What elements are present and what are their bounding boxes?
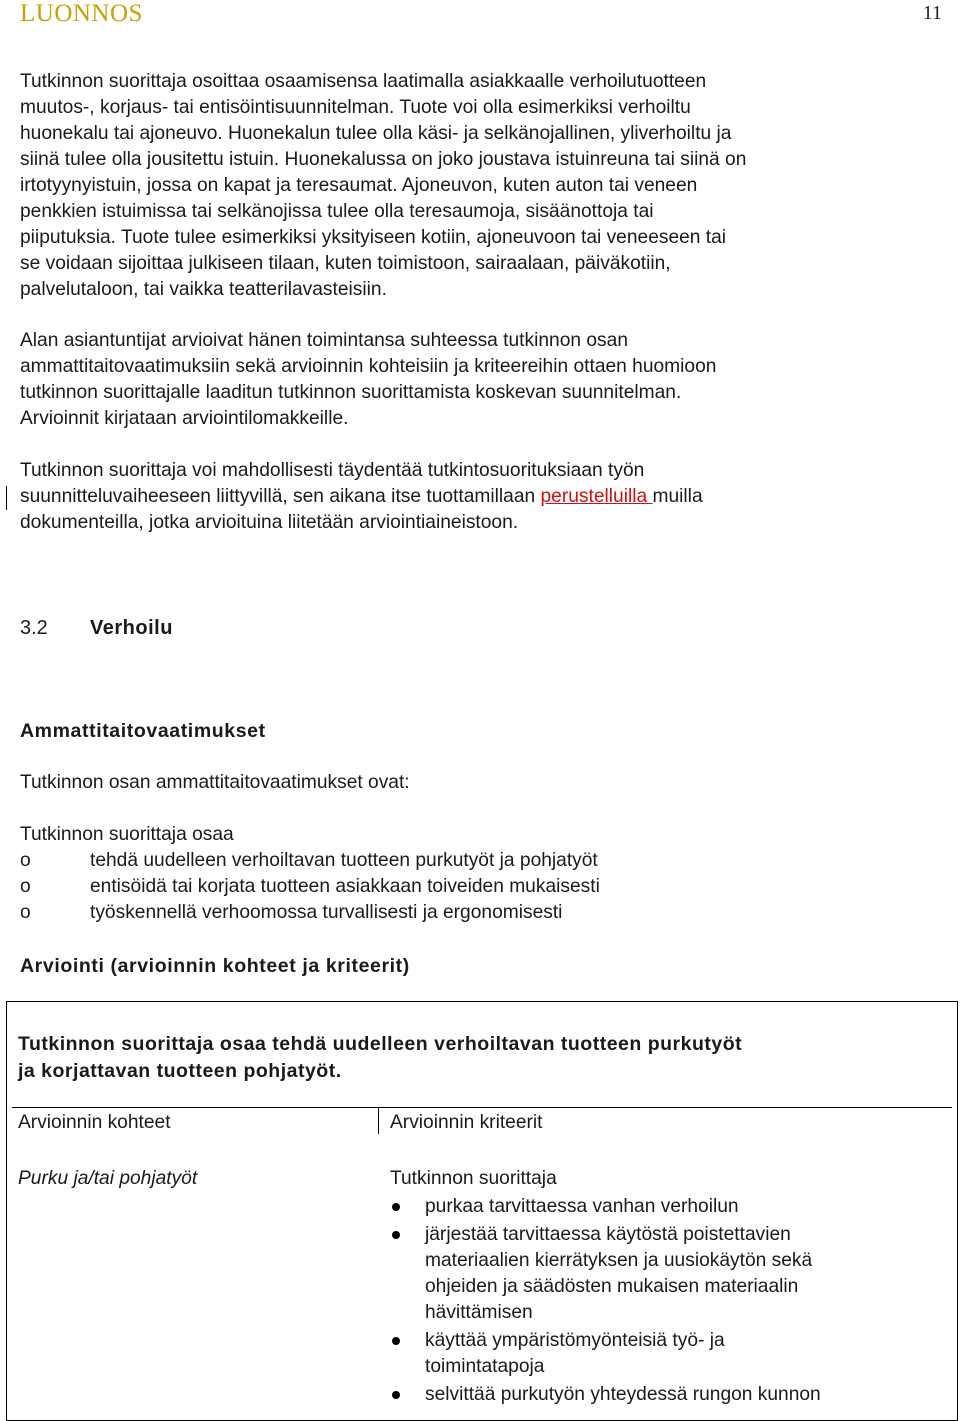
- bullet-icon: [392, 1337, 400, 1345]
- text-line: huonekalu tai ajoneuvo. Huonekalun tulee olla käsi- ja selkänojallinen, yliverhoiltu ja: [20, 123, 732, 144]
- list-item: [20, 848, 600, 874]
- section-title: Verhoilu: [90, 617, 173, 639]
- requirements-can-do: Tutkinnon suorittaja osaa: [20, 824, 234, 845]
- list-item-text: hävittämisen: [425, 1302, 533, 1323]
- evaluation-box-title: [18, 1031, 943, 1085]
- column-divider: [378, 1108, 379, 1134]
- circle-bullet-icon: o: [20, 902, 31, 923]
- list-item-text: työskennellä verhoomossa turvallisesti ja ergonomisesti: [90, 902, 563, 923]
- list-item-text: tehdä uudelleen verhoiltavan tuotteen purkutyöt ja pohjatyöt: [90, 850, 598, 871]
- list-item: [20, 874, 600, 900]
- text-line: Tutkinnon suorittaja osaa tehdä uudelleen verhoiltavan tuotteen purkutyöt: [18, 1033, 743, 1055]
- list-item-text: entisöidä tai korjata tuotteen asiakkaan toiveiden mukaisesti: [90, 876, 600, 897]
- text-line: palvelutaloon, tai vaikka teatterilavasteisiin.: [20, 279, 387, 300]
- text-line: siinä tulee olla jousitettu istuin. Huonekalussa on joko joustava istuinreuna tai siinä on: [20, 149, 747, 170]
- requirements-heading: Ammattitaitovaatimukset: [20, 720, 266, 742]
- section-heading: [20, 615, 173, 641]
- column-header-targets: Arvioinnin kohteet: [18, 1112, 171, 1133]
- paragraph-supplementary-documents: [20, 458, 950, 536]
- bullet-icon: [392, 1391, 400, 1399]
- text-line: piiputuksia. Tuote tulee esimerkiksi yksityiseen kotiin, ajoneuvoon tai veneeseen tai: [20, 227, 727, 248]
- text-line: Tutkinnon suorittaja voi mahdollisesti täydentää tutkintosuorituksiaan työn: [20, 460, 645, 481]
- list-item-text: ohjeiden ja säädösten mukaisen materiaalin: [425, 1276, 799, 1297]
- text-segment: suunnitteluvaiheeseen liittyvillä, sen aikana itse tuottamillaan: [20, 486, 541, 507]
- text-line: Tutkinnon suorittaja osoittaa osaamisensa laatimalla asiakkaalle verhoilutuotteen: [20, 71, 707, 92]
- section-number: 3.2: [20, 617, 48, 639]
- requirements-intro: Tutkinnon osan ammattitaitovaatimukset ovat:: [20, 772, 410, 793]
- criteria-list: [390, 1194, 950, 1410]
- criteria-intro: Tutkinnon suorittaja: [390, 1168, 557, 1189]
- paragraph-product-description: [20, 69, 950, 303]
- list-item: [390, 1382, 950, 1408]
- text-line: Alan asiantuntijat arvioivat hänen toimintansa suhteessa tutkinnon osan: [20, 330, 628, 351]
- text-line: penkkien istuimissa tai selkänojissa tulee olla teresaumoja, sisäänottoja tai: [20, 201, 654, 222]
- tracked-change-insertion[interactable]: perustelluilla: [540, 486, 653, 507]
- list-item: [20, 900, 600, 926]
- bullet-icon: [392, 1231, 400, 1239]
- list-item-text: käyttää ympäristömyönteisiä työ- ja: [425, 1330, 725, 1351]
- list-item: [390, 1328, 950, 1380]
- evaluation-target: Purku ja/tai pohjatyöt: [18, 1168, 198, 1189]
- requirements-list: [20, 848, 600, 926]
- list-item-text: materiaalien kierrätyksen ja uusiokäytön sekä: [425, 1250, 813, 1271]
- list-item-text: toimintatapoja: [425, 1356, 545, 1377]
- evaluation-heading: Arviointi (arvioinnin kohteet ja kriteerit): [20, 955, 410, 977]
- draft-label: LUONNOS: [20, 0, 143, 27]
- list-item-text: selvittää purkutyön yhteydessä rungon kunnon: [425, 1384, 821, 1405]
- paragraph-assessment: [20, 328, 950, 432]
- text-line: ja korjattavan tuotteen pohjatyöt.: [18, 1060, 342, 1082]
- text-line: irtotyynyistuin, jossa on kapat ja teresaumat. Ajoneuvon, kuten auton tai veneen: [20, 175, 698, 196]
- bullet-icon: [392, 1203, 400, 1211]
- circle-bullet-icon: o: [20, 850, 31, 871]
- list-item-text: purkaa tarvittaessa vanhan verhoilun: [425, 1196, 739, 1217]
- text-line: dokumenteilla, jotka arvioituina liitetään arviointiaineistoon.: [20, 512, 519, 533]
- text-line: se voidaan sijoittaa julkiseen tilaan, kuten toimistoon, sairaalaan, päiväkotiin,: [20, 253, 671, 274]
- list-item: [390, 1194, 950, 1220]
- text-line: Arvioinnit kirjataan arviointilomakkeille.: [20, 408, 349, 429]
- text-line: [20, 484, 950, 510]
- revision-change-bar: [6, 486, 7, 510]
- page-number: 11: [922, 2, 942, 24]
- table-divider: [12, 1107, 952, 1108]
- list-item-text: järjestää tarvittaessa käytöstä poistettavien: [425, 1224, 791, 1245]
- text-line: ammattitaitovaatimuksiin sekä arvioinnin kohteisiin ja kriteereihin ottaen huomioon: [20, 356, 717, 377]
- text-segment: muilla: [652, 486, 703, 507]
- text-line: muutos-, korjaus- tai entisöintisuunnitelman. Tuote voi olla esimerkiksi verhoiltu: [20, 97, 691, 118]
- circle-bullet-icon: o: [20, 876, 31, 897]
- list-item: [390, 1222, 950, 1326]
- column-header-criteria: Arvioinnin kriteerit: [390, 1112, 543, 1133]
- text-line: tutkinnon suorittajalle laaditun tutkinnon suorittamista koskevan suunnitelman.: [20, 382, 682, 403]
